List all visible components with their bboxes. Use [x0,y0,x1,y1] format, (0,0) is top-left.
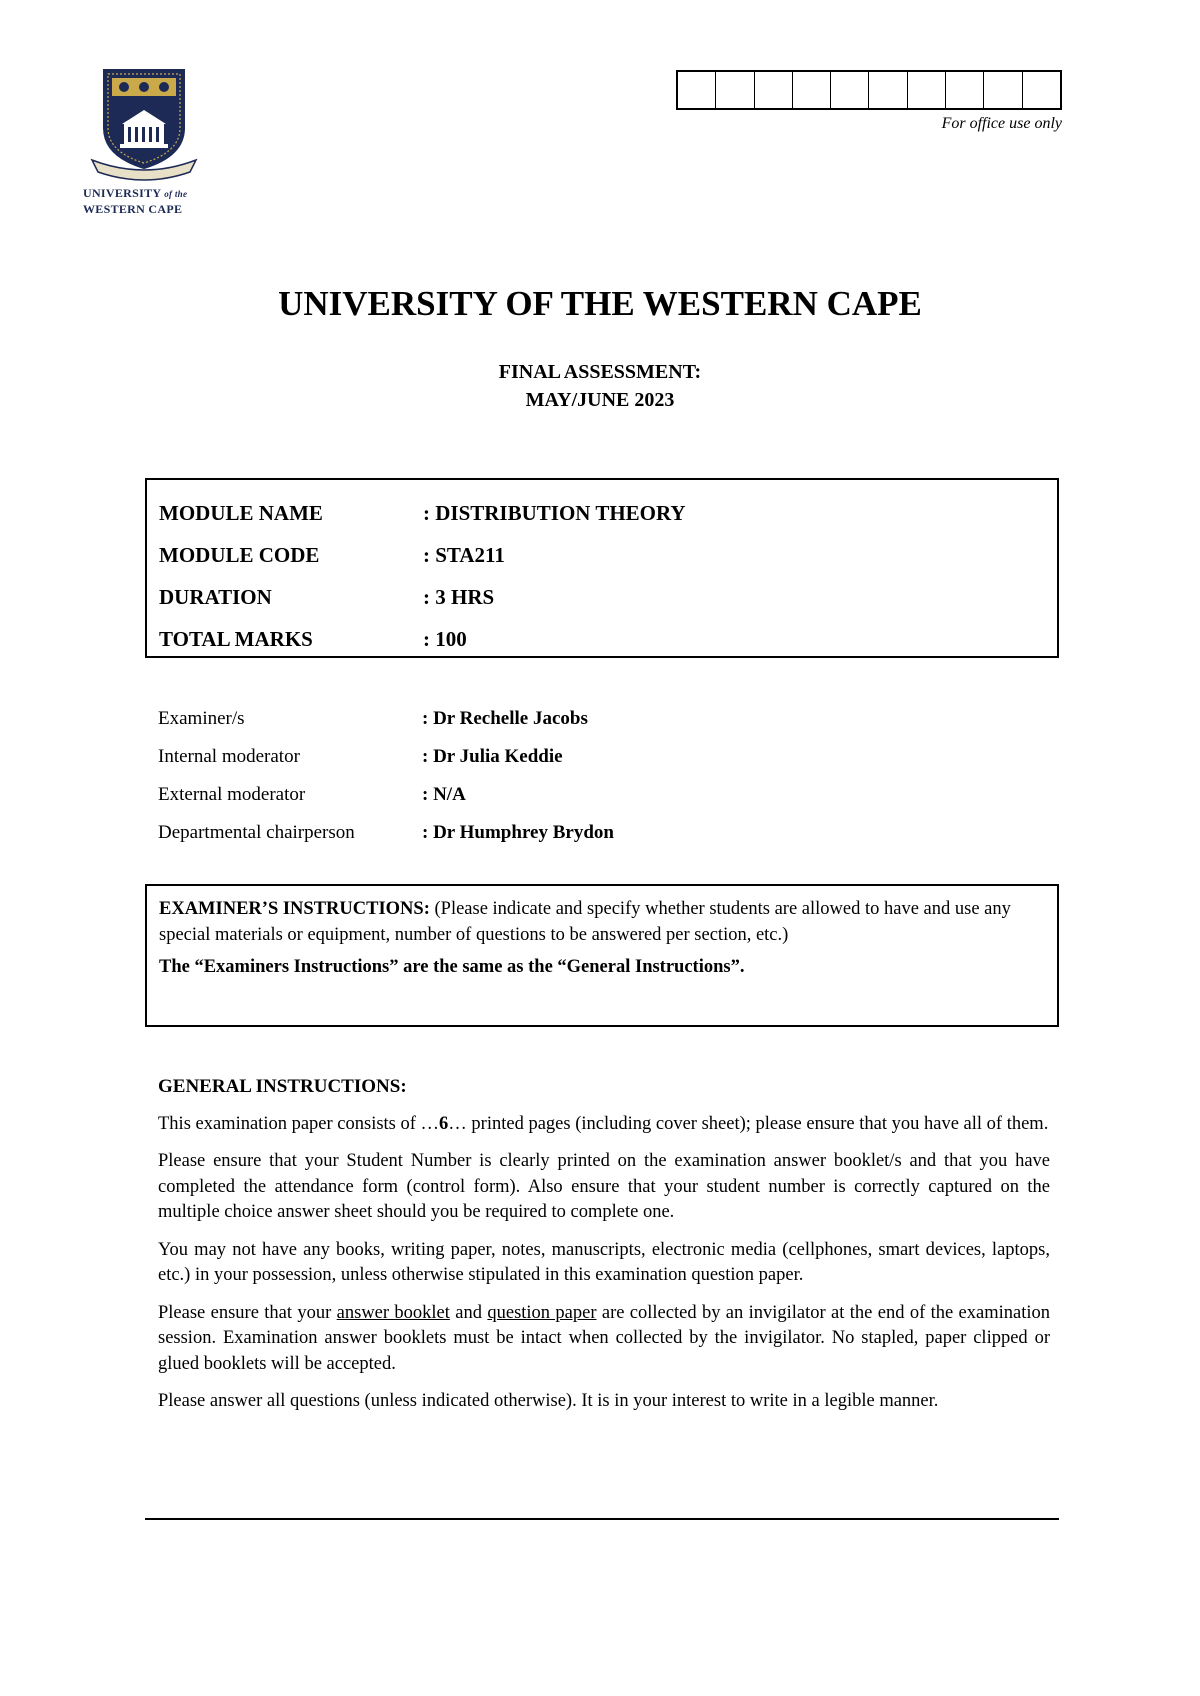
page-title: UNIVERSITY OF THE WESTERN CAPE [278,284,922,323]
office-use-cells [676,70,1062,110]
office-use-cell [869,72,907,108]
module-row [159,534,1045,576]
assessment-heading [0,358,1200,414]
general-p4-b: and [449,1302,488,1323]
office-use-cell [831,72,869,108]
examiner-instructions-box [145,884,1059,1027]
module-label: TOTAL MARKS [159,626,313,651]
examiner-instructions-body: (Please indicate and specify whether students are allowed to have and use any special materials or equipment, number of questions to be answered per section, etc.) [159,899,1011,945]
office-use-cell [716,72,754,108]
staff-role: Examiner/s [158,708,245,729]
general-instructions [158,1074,1050,1427]
module-value: : STA211 [423,542,505,567]
page-count: 6 [439,1113,449,1134]
staff-list [158,700,1058,852]
office-use-label: For office use only [941,115,1062,132]
office-use-cell [984,72,1022,108]
module-value: : 100 [423,626,467,651]
staff-name: : Dr Julia Keddie [422,746,563,767]
university-crest-icon [90,68,198,184]
staff-row [158,776,1058,814]
assessment-date: MAY/JUNE 2023 [525,389,675,411]
staff-row [158,738,1058,776]
office-use-cell [678,72,716,108]
logo-line2: WESTERN CAPE [83,202,183,216]
logo-line1-small: of the [164,189,188,199]
general-p1-a: This examination paper consists of … [158,1113,440,1134]
module-label: MODULE NAME [159,500,323,525]
general-p4-c: are collected by an invigilator at the end of the examination session. Examination answer booklets must be intact when collected by the invigilator. No stapled, paper clipped or glued booklets will be accepted. [158,1302,1050,1374]
examiner-instructions-note [159,954,1045,980]
logo-wordmark [83,186,210,217]
logo-line1: UNIVERSITY [83,186,161,200]
examiner-instructions-text [159,896,1045,948]
examiner-instructions-heading: EXAMINER’S INSTRUCTIONS: [159,899,430,919]
general-paragraph [158,1301,1050,1378]
staff-name: : Dr Rechelle Jacobs [422,708,588,729]
module-label: MODULE CODE [159,542,320,567]
general-p1-b: … printed pages (including cover sheet); please ensure that you have all of them. [448,1113,1049,1134]
module-row [159,492,1045,534]
general-paragraph: Please answer all questions (unless indicated otherwise). It is in your interest to write in a legible manner. [158,1391,939,1411]
university-logo [80,68,210,217]
module-row [159,618,1045,660]
bottom-divider [145,1518,1059,1520]
office-use-cell [755,72,793,108]
assessment-type: FINAL ASSESSMENT: [498,361,702,383]
module-value: : DISTRIBUTION THEORY [423,500,686,525]
module-label: DURATION [159,584,272,609]
general-p4-a: Please ensure that your [158,1302,337,1323]
module-value: : 3 HRS [423,584,495,609]
office-use-cell [946,72,984,108]
general-paragraph: Please ensure that your Student Number is clearly printed on the examination answer booklet/s and that you have completed the attendance form (control form). Also ensure that your student number is correctly captured on the multiple choice answer sheet should you be required to complete one. [158,1151,1050,1222]
office-use-cell [908,72,946,108]
answer-booklet-text: answer booklet [336,1302,450,1323]
staff-name: : N/A [422,784,466,805]
staff-row [158,814,1058,852]
office-use-cell [793,72,831,108]
staff-role: External moderator [158,784,306,805]
staff-role: Departmental chairperson [158,822,355,843]
staff-role: Internal moderator [158,746,300,767]
general-paragraph [158,1112,1050,1138]
question-paper-text: question paper [487,1302,597,1323]
module-info-box [145,478,1059,658]
examiner-instructions-note-text: The “Examiners Instructions” are the same as the “General Instructions”. [159,957,745,977]
office-use-box [676,70,1062,133]
general-paragraph: You may not have any books, writing paper, notes, manuscripts, electronic media (cellphones, smart devices, laptops, etc.) in your possession, unless otherwise stipulated in this examination question paper. [158,1239,1050,1285]
office-use-cell [1023,72,1060,108]
staff-name: : Dr Humphrey Brydon [422,822,614,843]
general-instructions-heading: GENERAL INSTRUCTIONS: [158,1076,407,1097]
staff-row [158,700,1058,738]
module-row [159,576,1045,618]
